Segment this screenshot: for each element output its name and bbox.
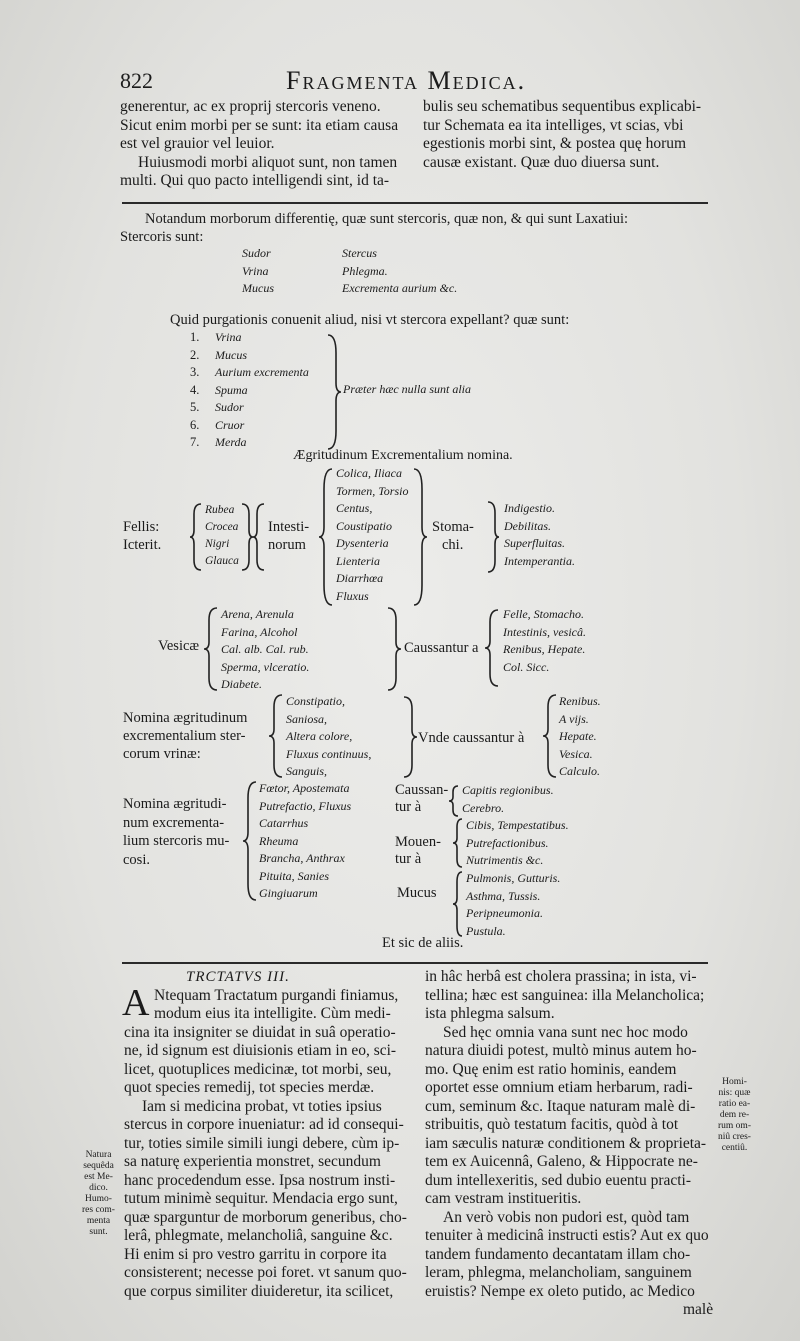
urinae-item: Constipatio, (286, 694, 346, 708)
brace-left-vesicae-causes (484, 608, 500, 688)
stercoris-label: Stercoris sunt: (120, 229, 204, 245)
muci-item: Pituita, Sanies (259, 868, 329, 883)
divider-bottom (122, 962, 708, 964)
stomach-item: Indigestio. (504, 501, 555, 515)
tractatus-right-line: tandem fundamento decantatam illam cho- (425, 1245, 691, 1263)
intestine-item: Coustipatio (336, 518, 393, 533)
muci-label (123, 795, 229, 869)
tractatus-left-line: licet, quotuplices medicinæ, tot morbi, seu, (124, 1060, 392, 1078)
muci-mucus-item: Pulmonis, Gutturis. (466, 871, 561, 885)
brace-left-muci-caussantur (448, 784, 460, 818)
muci-label-line: lium stercoris mu- (123, 833, 230, 849)
brace-left-muci-mucus (452, 870, 464, 938)
brace-left-vesicae (203, 606, 219, 692)
urinae-item: Sanguis, (286, 764, 328, 778)
brace-left-muci-mouentur (452, 817, 464, 869)
vesicae-causes (503, 606, 586, 676)
intestine-item: Diarrhœa (336, 571, 384, 585)
muci-caussantur-list (462, 782, 554, 817)
vesicae-item: Arena, Arenula (221, 607, 294, 621)
list-number: 3. (190, 365, 200, 379)
tractatus-right-line: ista phlegma salsum. (425, 1005, 555, 1022)
tractatus-right-line: cam vestram institueritis. (425, 1190, 582, 1207)
urinae-item: Altera colore, (286, 729, 353, 743)
muci-mouentur-list (466, 817, 569, 870)
muci-mouentur-item: Cibis, Tempestatibus. (466, 818, 569, 832)
brace-left-muci (242, 780, 258, 902)
brace-left-intestinorum (252, 502, 266, 572)
intro-left-line: est vel grauior vel leuior. (120, 135, 275, 152)
muci-item: Brancha, Anthrax (259, 851, 345, 865)
list-number: 5. (190, 400, 200, 414)
urinae-item: Fluxus continuus, (286, 746, 372, 761)
urinae-label-line: corum vrinæ: (123, 746, 201, 762)
muci-caussantur-item: Cerebro. (462, 800, 505, 815)
purgatio-item: Mucus (215, 347, 247, 362)
stercoris-column-2 (342, 245, 457, 298)
intro-left-line: Huiusmodi morbi aliquot sunt, non tamen (138, 153, 398, 171)
margin-note-line: sunt. (89, 1227, 108, 1237)
urinae-cause: Renibus. (559, 694, 601, 708)
muci-label-line: num excrementa- (123, 814, 225, 831)
running-title: Fragmenta Medica. (286, 66, 527, 95)
margin-note-line: nis: quæ (718, 1088, 751, 1098)
muci-caussantur-item: Capitis regionibus. (462, 783, 554, 797)
stercoris-item: Phlegma. (342, 263, 388, 278)
urinae-cause: Vesica. (559, 746, 593, 761)
margin-note-line: dem re- (719, 1110, 750, 1120)
muci-mouentur-line: tur à (395, 851, 422, 867)
margin-note-line: Homi- (722, 1077, 747, 1087)
intestine-item: Tormen, Torsio (336, 483, 409, 498)
intestine-item: Fluxus (336, 588, 369, 603)
intestine-list (336, 465, 408, 605)
vesicae-cause: Felle, Stomacho. (503, 607, 584, 621)
intestine-item: Colica, Iliaca (336, 466, 402, 480)
et-sic-de-aliis: Et sic de aliis. (382, 935, 464, 951)
tractatus-left-line: ne, id signum est diuisionis etiam in eo, sci- (124, 1042, 397, 1059)
intestine-item: Centus, (336, 501, 373, 515)
intestinorum-line: norum (268, 537, 306, 553)
margin-note-line: rum om- (718, 1121, 751, 1131)
color-list (205, 502, 239, 570)
intestinorum-label (268, 518, 309, 554)
intro-left-line: generentur, ac ex proprij stercoris veneno. (120, 98, 381, 115)
purgatio-item: Sudor (215, 400, 244, 414)
margin-note-line: ratio ea- (718, 1099, 751, 1109)
list-number: 1. (190, 330, 200, 344)
color-item: Glauca (205, 555, 239, 567)
urinae-label-line: Nomina ægritudinum (123, 710, 248, 726)
stomach-list (504, 500, 575, 570)
margin-note-line: centiû. (721, 1143, 748, 1153)
stercoris-item: Sudor (242, 246, 271, 260)
muci-item: Fœtor, Apostemata (259, 781, 350, 795)
margin-note-right (718, 1077, 751, 1154)
vesicae-item: Sperma, vlceratio. (221, 659, 310, 674)
purgatio-items (215, 329, 309, 452)
brace-right-intestine (412, 467, 428, 607)
margin-note-left (82, 1150, 115, 1238)
tractatus-left-line: tutum minimè sequitur. Mendacia ergo sunt, (124, 1190, 398, 1207)
stomachi-line: chi. (442, 537, 464, 553)
purgatio-item: Cruor (215, 417, 245, 432)
margin-note-line: Humo- (85, 1194, 112, 1204)
tractatus-right-line: dum intellexeritis, sed dubio euentu practi- (425, 1171, 692, 1189)
purgatio-item: Aurium excrementa (215, 365, 309, 379)
vesicae-caussantur: Caussantur a (404, 640, 479, 656)
purgatio-item: Merda (215, 435, 247, 449)
aegritudinum-heading: Ægritudinum Excrementalium nomina. (293, 448, 513, 463)
intro-right-line: causæ existant. Quæ duo diuersa sunt. (423, 153, 660, 171)
muci-list (259, 780, 351, 903)
color-item: Crocea (205, 521, 239, 533)
urinae-causes (559, 693, 601, 781)
margin-note-line: menta (86, 1216, 111, 1226)
muci-caussantur-line: tur à (395, 799, 422, 815)
vesicae-cause: Intestinis, vesicâ. (503, 624, 586, 639)
divider-top (122, 202, 708, 204)
margin-note-line: niû cres- (718, 1132, 751, 1142)
muci-label-line: Nomina ægritudi- (123, 796, 227, 812)
vesicae-cause: Col. Sicc. (503, 659, 550, 674)
muci-mouentur-item: Putrefactionibus. (466, 835, 549, 850)
vesicae-cause: Renibus, Hepate. (503, 642, 586, 656)
muci-item: Gingiuarum (259, 886, 318, 900)
muci-mouentur-line: Mouen- (395, 834, 441, 850)
icterit: Icterit. (123, 537, 162, 553)
intro-right-line: tur Schemata ea ita intelliges, vt scias, vbi (423, 116, 684, 134)
muci-caussantur-line: Caussan- (395, 782, 449, 798)
intro-right-column (423, 98, 701, 172)
stercoris-item: Excrementa aurium &c. (342, 281, 458, 295)
tractatus-right-line: tem ex Auicennâ, Galeno, & Hippocrate ne- (425, 1153, 698, 1170)
tractatus-left-line: cina ita insigniter se diuidat in suâ operatio- (124, 1023, 396, 1041)
purgatio-item: Vrina (215, 330, 242, 344)
purgatio-note: Præter hæc nulla sunt alia (343, 382, 472, 396)
muci-mouentur (395, 834, 441, 868)
list-number: 4. (190, 382, 200, 397)
tractatus-right-line: iam sæculis naturæ conditionem & proprieta- (425, 1134, 707, 1152)
muci-caussantur (395, 782, 448, 816)
muci-mucus: Mucus (397, 885, 437, 901)
tractatus-right-line: oportet esse omnium etiam herbarum, radi- (425, 1079, 693, 1096)
tractatus-right-line: malè (683, 1301, 714, 1318)
stomach-item: Debilitas. (504, 518, 551, 533)
tractatus-left-line: consisterent; necesse poi foret. vt sanum quo- (124, 1264, 407, 1281)
urinae-label-line: excrementalium ster- (123, 728, 246, 744)
tractatus-left-line: modum eius ita intelligite. Cùm medi- (154, 1005, 391, 1022)
tractatus-right-line: natura diuidi potest, multò minus autem ho- (425, 1042, 697, 1059)
tractatus-left-line: lerâ, phlegmate, melancholiâ, sanguine &c. (124, 1227, 393, 1244)
vesicae-item: Diabete. (221, 677, 262, 691)
drop-cap: A (122, 982, 150, 1024)
urinae-cause: A vijs. (559, 711, 589, 726)
urinae-item: Saniosa, (286, 711, 328, 726)
tractatus-left-line: Hi enim si pro vestro garritu in corpore ita (124, 1245, 387, 1263)
urinae-list (286, 693, 371, 781)
purgatio-item: Spuma (215, 382, 248, 397)
stomach-item: Superfluitas. (504, 536, 566, 550)
intestine-item: Lienteria (336, 553, 380, 568)
tractatus-left-line: sa naturę experientia monstret, secundum (124, 1153, 381, 1170)
tractatus-left-line: quot species remedij, tot species merdæ. (124, 1079, 375, 1096)
tractatus-right-line: mo. Quę enim est ratio hominis, eandem (425, 1060, 677, 1078)
muci-label-line: cosi. (123, 851, 150, 868)
stomachi-line: Stoma- (432, 519, 474, 535)
brace-right-stomachi (486, 500, 500, 574)
muci-mucus-item: Pustula. (466, 923, 506, 938)
intro-right-line: egestionis morbi sint, & postea quę horum (423, 135, 687, 152)
stercoris-item: Stercus (342, 246, 377, 260)
tractatus-left-line: que corpus similiter diuideretur, ita scilicet, (124, 1282, 394, 1300)
tractatus-first-line: Ntequam Tractatum purgandi finiamus, (154, 987, 399, 1004)
stercoris-item: Vrina (242, 263, 269, 278)
vesicae-item: Cal. alb. Cal. rub. (221, 642, 309, 656)
brace-left-urinae-causes (542, 693, 558, 779)
urinae-cause: Hepate. (559, 729, 597, 743)
tractatus-right-line: leram, phlegma, melancholiam, sanguinem (425, 1264, 692, 1281)
notandum-line: Notandum morborum differentię, quæ sunt stercoris, quæ non, & qui sunt Laxatiui: (145, 211, 629, 227)
list-number: 2. (190, 347, 200, 362)
stomachi-label (432, 518, 474, 554)
list-number: 6. (190, 417, 200, 432)
stomach-item: Intemperantia. (504, 553, 575, 568)
brace-right-vesicae (386, 606, 402, 692)
tractatus-left-line: tur, toties simile simili iungi debere, cùm ip- (124, 1134, 400, 1152)
tractatus-title: TRCTATVS III. (186, 969, 290, 985)
brace-left-urinae (268, 693, 284, 779)
color-item: Nigri (205, 538, 230, 550)
margin-note-line: Natura (85, 1150, 112, 1160)
brace-right-purgatio (326, 333, 342, 451)
intro-left-column (120, 98, 398, 191)
urinae-cause: Calculo. (559, 764, 600, 778)
intestine-item: Dysenteria (336, 536, 389, 550)
tractatus-right-line: eruistis? Nempe ex oleto putido, ac Medico (425, 1282, 695, 1300)
muci-mucus-item: Asthma, Tussis. (466, 888, 541, 903)
tractatus-right-line: An verò vobis non pudori est, quòd tam (443, 1208, 690, 1226)
margin-note-line: sequêda (83, 1161, 114, 1171)
page-number: 822 (120, 68, 153, 93)
tractatus-right-line: tenuiter à medicinâ instructi estis? Aut ex quo (425, 1227, 709, 1244)
intro-left-line: Sicut enim morbi per se sunt: ita etiam causa (120, 116, 399, 134)
tractatus-left-line: stercus in corpore inueniatur: ad id consequi- (124, 1116, 404, 1133)
brace-left-intestine (318, 467, 334, 607)
fellis: Fellis: (123, 519, 160, 535)
intro-right-line: bulis seu schematibus sequentibus explicabi- (423, 98, 702, 115)
tractatus-right-line: tellina; hæc est sanguinea: illa Melancholica; (425, 986, 705, 1004)
tractatus-right-line: in hâc herbâ est cholera prassina; in ista, vi- (425, 968, 697, 985)
tractatus-right-column (425, 968, 713, 1320)
tractatus-left-line: quæ sparguntur de morborum generibus, cho- (124, 1208, 407, 1226)
tractatus-left-line: Iam si medicina probat, vt toties ipsius (142, 1097, 382, 1115)
stercoris-item: Mucus (242, 281, 274, 295)
tractatus-left-line: hanc procedendum esse. Ipsa nostrum insti- (124, 1171, 396, 1189)
urinae-unde: Vnde caussantur à (418, 730, 525, 746)
purgatio-numbers (190, 329, 199, 452)
muci-mouentur-item: Nutrimentis &c. (466, 853, 544, 867)
stercoris-column-1 (242, 245, 274, 298)
muci-item: Rheuma (259, 833, 299, 848)
vesicae-list (221, 606, 309, 694)
margin-note-line: res com- (82, 1205, 115, 1215)
brace-right-urinae (402, 695, 418, 779)
muci-mucus-item: Peripneumonia. (466, 906, 543, 920)
muci-item: Putrefactio, Fluxus (259, 798, 352, 813)
vesicae-item: Farina, Alcohol (221, 624, 298, 639)
margin-note-line: est Me- (84, 1172, 113, 1182)
vesicae-label: Vesicæ (158, 638, 200, 654)
brace-left-colors (189, 502, 203, 572)
tractatus-left-column (124, 1005, 407, 1301)
color-item: Rubea (205, 504, 235, 516)
fellis-label (123, 518, 161, 554)
list-number: 7. (190, 435, 200, 449)
tractatus-right-line: Sed hęc omnia vana sunt nec hoc modo (443, 1023, 688, 1041)
urinae-label (123, 709, 247, 763)
tractatus-right-line: stribuitis, quò testatum facitis, quòd à tot (425, 1116, 679, 1133)
tractatus-right-line: cum, seminum &c. Itaque naturam malè di- (425, 1097, 696, 1115)
intro-left-line: multi. Qui quo pacto intelligendi sint, id ta- (120, 172, 390, 189)
muci-mucus-list (466, 870, 560, 940)
margin-note-line: dico. (89, 1183, 108, 1193)
intestinorum-line: Intesti- (268, 519, 310, 535)
muci-item: Catarrhus (259, 816, 309, 830)
purgatio-question: Quid purgationis conuenit aliud, nisi vt stercora expellant? quæ sunt: (170, 312, 570, 328)
